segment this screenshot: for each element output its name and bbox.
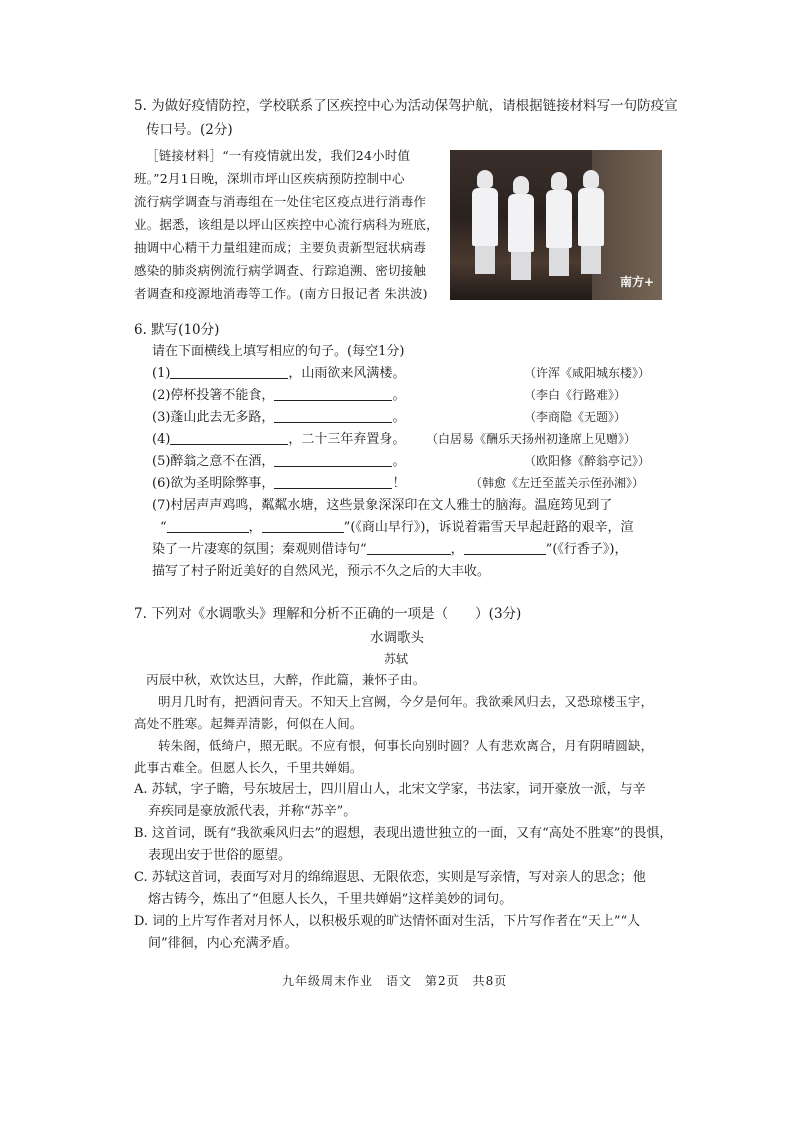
q6-item-2-source: （李白《行路难》） [524,388,627,402]
option-a-cont: 弃疾同是豪放派代表，并称“苏辛”。 [148,804,357,819]
q6-item-5: (5)醉翁之意不在酒， 。 [152,454,406,469]
q5-prompt-line1: 5. 为做好疫情防控，学校联系了区疾控中心为活动保驾护航，请根据链接材料写一句防疫宣 [134,98,678,114]
q7-title: 7. 下列对《水调歌头》理解和分析不正确的一项是（ ）(3分) [134,606,522,622]
option-d-cont: 间”徘徊，内心充满矛盾。 [148,936,298,951]
q5-material-line: 者调查和疫源地消毒等工作。(南方日报记者 朱洪波) [134,286,428,301]
nanfang-logo: 南方+ [619,275,654,290]
q6-item-6-source: （韩愈《左迁至蓝关示侄孙湘》） [470,476,645,490]
q6-item-7-line2: “ ， ”(《商山早行》)，诉说着霜雪天早起赶路的艰辛，渲 [160,520,634,535]
q6-item-7-line4: 描写了村子附近美好的自然风光，预示不久之后的大丰收。 [152,564,491,579]
answer-blank[interactable] [262,518,344,533]
option-b-cont: 表现出安于世俗的愿望。 [148,848,292,863]
q5-material-line: 抽调中心精干力量组建而成；主要负责新型冠状病毒 [134,240,427,255]
q6-item-4-source: （白居易《酬乐天扬州初逢席上见赠》） [426,432,637,446]
answer-blank[interactable] [274,386,392,401]
answer-blank[interactable] [274,452,392,467]
poem-line: 高处不胜寒。起舞弄清影，何似在人间。 [134,716,363,731]
poem-title: 水调歌头 [370,630,424,646]
answer-blank[interactable] [274,474,392,489]
q6-title: 6. 默写(10分) [134,322,220,338]
poem-line: 转朱阁，低绮户，照无眠。不应有恨，何事长向别时圆？人有悲欢离合，月有阴晴圆缺， [158,738,654,753]
q6-item-7-line1: (7)村居声声鸡鸣，粼粼水塘，这些景象深深印在文人雅士的脑海。温庭筠见到了 [152,498,613,513]
option-c-cont: 熔古铸今，炼出了“但愿人长久，千里共婵娟”这样美妙的词句。 [148,892,513,907]
answer-blank[interactable] [167,518,249,533]
q6-item-1: (1) ，山雨欲来风满楼。 [152,366,406,381]
poem-line: 此事古难全。但愿人长久，千里共婵娟。 [134,760,363,775]
q6-item-5-source: （欧阳修《醉翁亭记》） [524,454,651,468]
q5-material-line: 感染的肺炎病例流行病学调查、行踪追溯、密切接触 [134,263,427,278]
q6-item-3-source: （李商隐《无题》） [524,410,627,424]
q6-item-6: (6)欲为圣明除弊事， ！ [152,476,406,491]
poem-author: 苏轼 [384,652,409,666]
q6-item-7-line3: 染了一片凄寒的氛围；秦观则借诗句“ ， ”(《行香子》)， [152,542,628,557]
q5-prompt-line2: 传口号。(2分) [146,122,233,138]
option-a[interactable]: A. 苏轼，字子瞻，号东坡居士，四川眉山人，北宋文学家，书法家，词开豪放一派，与辛 [134,782,646,797]
answer-blank[interactable] [274,408,392,423]
option-c[interactable]: C. 苏轼这首词，表面写对月的绵绵遐思、无限依恋，实则是写亲情，写对亲人的思念；他 [134,870,646,885]
worker-figure [472,170,498,275]
poem-preface: 丙辰中秋，欢饮达旦，大醉，作此篇，兼怀子由。 [146,672,426,687]
q5-material-line: 业。据悉，该组是以坪山区疾控中心流行病科为班底， [134,217,439,232]
answer-blank[interactable] [464,540,546,555]
q6-item-2: (2)停杯投箸不能食， 。 [152,388,406,403]
q5-material-line: 班。”2月1日晚，深圳市坪山区疾病预防控制中心 [134,171,405,186]
q6-instruction: 请在下面横线上填写相应的句子。(每空1分) [152,344,405,359]
poem-line: 明月几时有，把酒问青天。不知天上宫阙，今夕是何年。我欲乘风归去，又恐琼楼玉宇， [158,694,654,709]
q5-material-line: ［链接材料］“一有疫情就出发，我们24小时值 [146,148,411,163]
answer-blank[interactable] [170,430,288,445]
answer-blank[interactable] [170,364,288,379]
page-footer: 九年级周末作业 语文 第2页 共8页 [282,974,508,988]
option-b[interactable]: B. 这首词，既有“我欲乘风归去”的遐想，表现出遗世独立的一面，又有“高处不胜寒”的畏惧， [134,826,673,841]
worker-figure [578,170,604,275]
q6-item-4: (4) ，二十三年弃置身。 [152,432,406,447]
answer-blank[interactable] [367,540,451,555]
q6-item-1-source: （许浑《咸阳城东楼》） [524,366,651,380]
q6-item-3: (3)蓬山此去无多路， 。 [152,410,406,425]
worker-figure [508,176,534,281]
option-d[interactable]: D. 词的上片写作者对月怀人，以积极乐观的旷达情怀面对生活，下片写作者在“天上”“人 [134,914,641,929]
epidemic-workers-photo [450,150,662,300]
q5-material-line: 流行病学调查与消毒组在一处住宅区疫点进行消毒作 [134,194,427,209]
worker-figure [546,172,572,277]
